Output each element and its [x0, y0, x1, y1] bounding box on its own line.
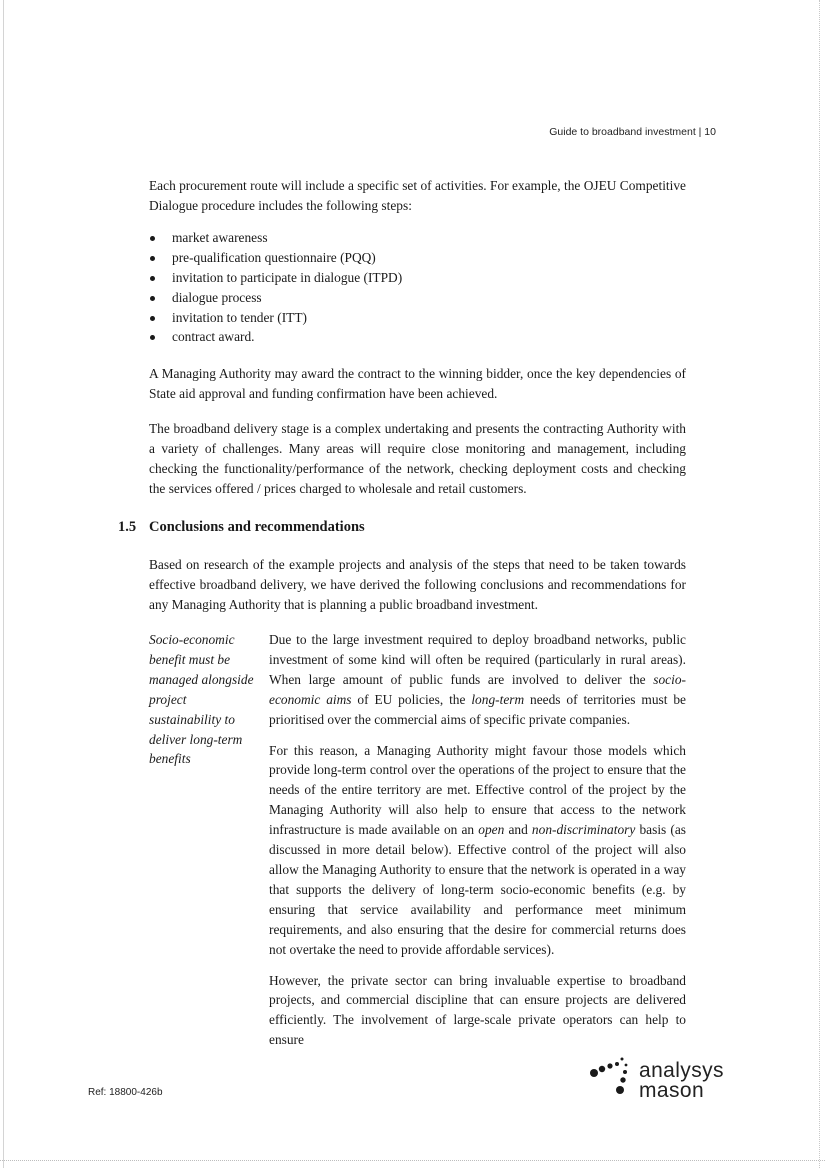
section-number: 1.5: [118, 519, 137, 535]
section-title: Conclusions and recommendations: [149, 519, 365, 535]
text-run: and: [504, 822, 532, 838]
margin-note-line: benefits: [149, 751, 191, 767]
list-item: market awareness: [149, 228, 686, 248]
section-heading: [118, 519, 365, 536]
logo-word-mason: mason: [639, 1079, 705, 1102]
text-run: Due to the large investment required to deploy broadband networks, public investment of some kind will often be required (particularly in rural areas). When large amount of public funds are involved to deliver the: [269, 632, 686, 687]
emphasis: socio-economic aims: [269, 671, 686, 707]
list-item: pre-qualification questionnaire (PQQ): [149, 248, 686, 268]
section-intro-paragraph: Based on research of the example projects and analysis of the steps that need to be taken towards effective broadband delivery, we have derived the following conclusions and recommendations for any Managing Authority that is planning a public broadband investment.: [149, 557, 686, 612]
list-item: invitation to tender (ITT): [149, 308, 686, 328]
body-paragraph-2: [269, 741, 686, 960]
main-column: [269, 630, 686, 1050]
emphasis: long-term: [471, 691, 525, 707]
logo-word-analysys: analysys: [639, 1059, 724, 1082]
document-reference: Ref: 18800-426b: [88, 1087, 163, 1098]
list-item: contract award.: [149, 327, 686, 347]
emphasis: open: [478, 822, 505, 838]
page-edge-bottom: [0, 1160, 825, 1162]
section-intro: [149, 555, 686, 615]
award-paragraph: A Managing Authority may award the contract to the winning bidder, once the key dependencies of State aid approval and funding confirmation have been achieved.: [149, 366, 686, 402]
margin-note-line: sustainability to: [149, 711, 235, 727]
dotted-spiral-icon: [588, 1052, 638, 1102]
intro-paragraph: Each procurement route will include a specific set of activities. For example, the OJEU Competitive Dialogue procedure includes the following steps:: [149, 178, 686, 213]
margin-note-line: managed alongside: [149, 671, 254, 687]
page-edge-left: [3, 0, 4, 1168]
margin-note-line: deliver long-term: [149, 731, 243, 747]
body-paragraph-1: [269, 630, 686, 730]
text-run: needs of territories must be prioritised over the commercial aims of specific private companies.: [269, 691, 686, 727]
page-edge-right: [819, 0, 821, 1168]
list-item: invitation to participate in dialogue (ITPD): [149, 268, 686, 288]
text-run: For this reason, a Managing Authority might favour those models which provide long-term control over the operations of the project to ensure that the needs of the entire territory are met. Effective control of the project by the Managing Authority will also help to ensure that access to the network infrastructure is made available on an: [269, 742, 686, 838]
margin-note-line: benefit must be: [149, 651, 231, 667]
emphasis: non-discriminatory: [531, 822, 636, 838]
text-run: basis (as discussed in more detail below). Effective control of the project will also allow the Managing Authority to ensure that the network is operated in a way that supports the delivery of long-term socio-economic benefits (e.g. by ensuring that service availability and performance meet minimum requirements, and also ensuring that the desire for commercial returns does not overtake the need to provide affordable services).: [269, 822, 687, 957]
procedure-steps-list: [149, 228, 686, 347]
margin-note-line: Socio-economic: [149, 632, 235, 647]
margin-note: [149, 630, 259, 769]
text-run: of EU policies, the: [351, 691, 472, 707]
list-item: dialogue process: [149, 288, 686, 308]
intro-content: [149, 176, 686, 499]
delivery-paragraph: The broadband delivery stage is a complex undertaking and presents the contracting Authority with a variety of challenges. Many areas will require close monitoring and management, including checking the functionality/performance of the network, checking deployment costs and checking the services offered / prices charged to wholesale and retail customers.: [149, 421, 686, 497]
running-header: Guide to broadband investment | 10: [549, 126, 716, 138]
margin-note-line: project: [149, 691, 187, 707]
company-logo: [588, 1052, 738, 1102]
body-paragraph-3: However, the private sector can bring invaluable expertise to broadband projects, and commercial discipline that can ensure projects are delivered efficiently. The involvement of large-scale private operators can help to ensure: [269, 972, 686, 1048]
